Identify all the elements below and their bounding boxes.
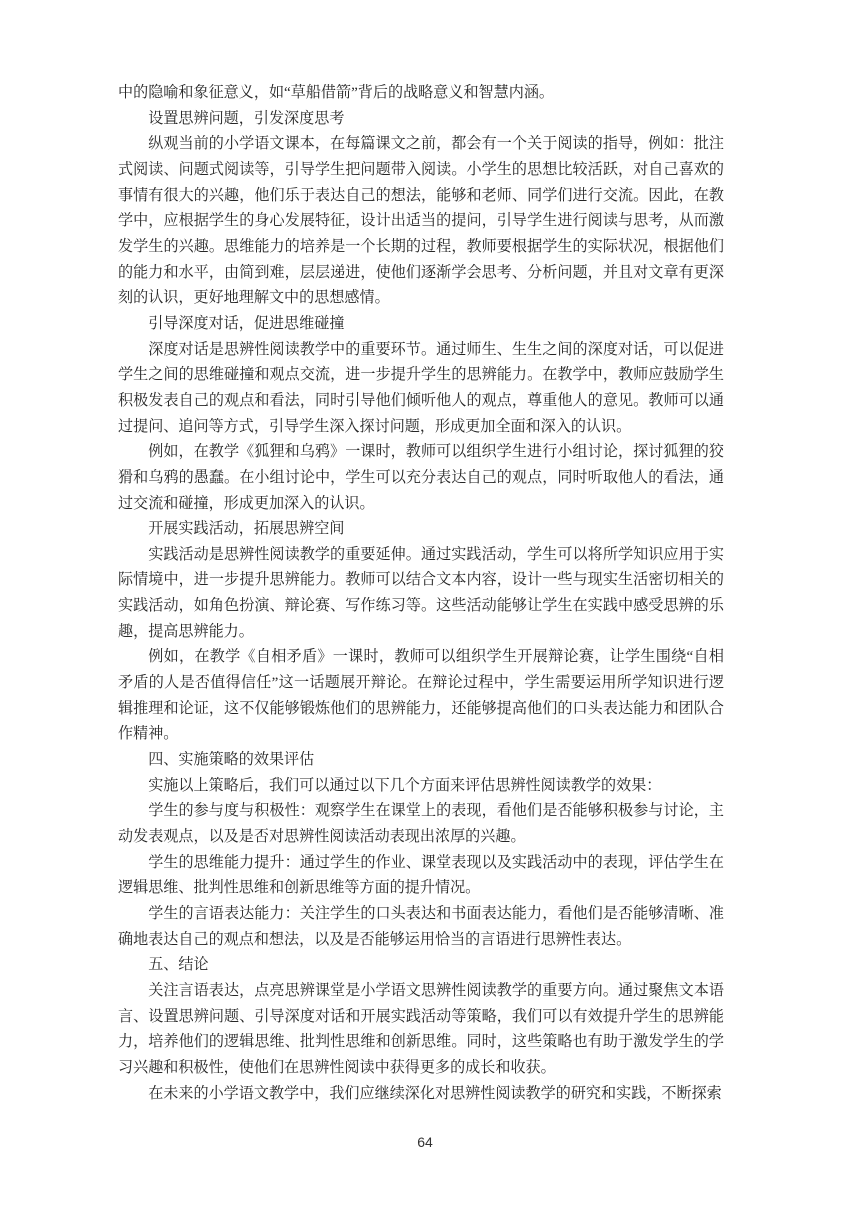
page-number: 64 <box>417 1134 433 1150</box>
paragraph-continuation: 中的隐喻和象征意义，如“草船借箭”背后的战略意义和智慧内涵。 <box>118 85 555 101</box>
paragraph: 实践活动是思辨性阅读教学的重要延伸。通过实践活动，学生可以将所学知识应用于实际情境中，进一步提升思辨能力。教师可以结合文本内容，设计一些与现实生活密切相关的实践活动，如角色扮演、辩论赛、写作练习等。这些活动能够让学生在实践中感受思辨的乐趣，提高思辨能力。 <box>118 546 724 640</box>
paragraph: 深度对话是思辨性阅读教学中的重要环节。通过师生、生生之间的深度对话，可以促进学生之间的思维碰撞和观点交流，进一步提升学生的思辨能力。在教学中，教师应鼓励学生积极发表自己的观点和看法，同时引导他们倾听他人的观点，尊重他人的意见。教师可以通过提问、追问等方式，引导学生深入探讨问题，形成更加全面和深入的认识。 <box>118 341 724 435</box>
paragraph: 例如，在教学《自相矛盾》一课时，教师可以组织学生开展辩论赛，让学生围绕“自相矛盾的人是否值得信任”这一话题展开辩论。在辩论过程中，学生需要运用所学知识进行逻辑推理和论证，这不仅能够锻炼他们的思辨能力，还能够提高他们的口头表达能力和团队合作精神。 <box>118 649 724 743</box>
paragraph: 学生的参与度与积极性：观察学生在课堂上的表现，看他们是否能够积极参与讨论，主动发表观点，以及是否对思辨性阅读活动表现出浓厚的兴趣。 <box>118 803 724 846</box>
paragraph-subheading: 设置思辨问题，引发深度思考 <box>148 110 345 127</box>
page-content <box>118 81 724 1107</box>
paragraph: 例如，在教学《狐狸和乌鸦》一课时，教师可以组织学生进行小组讨论，探讨狐狸的狡猾和乌鸦的愚蠢。在小组讨论中，学生可以充分表达自己的观点，同时听取他人的看法，通过交流和碰撞，形成更加深入的认识。 <box>118 444 724 512</box>
section-heading: 五、结论 <box>148 957 209 974</box>
section-heading: 四、实施策略的效果评估 <box>148 752 315 769</box>
paragraph: 纵观当前的小学语文课本，在每篇课文之前，都会有一个关于阅读的指导，例如：批注式阅读、问题式阅读等，引导学生把问题带入阅读。小学生的思想比较活跃，对自己喜欢的事情有很大的兴趣，他们乐于表达自己的想法，能够和老师、同学们进行交流。因此，在教学中，应根据学生的身心发展特征，设计出适当的提问，引导学生进行阅读与思考，从而激发学生的兴趣。思维能力的培养是一个长期的过程，教师要根据学生的实际状况，根据他们的能力和水平，由简到难，层层递进，使他们逐渐学会思考、分析问题，并且对文章有更深刻的认识，更好地理解文中的思想感情。 <box>118 136 724 307</box>
paragraph-subheading: 开展实践活动，拓展思辨空间 <box>148 521 345 538</box>
paragraph-subheading: 引导深度对话，促进思维碰撞 <box>148 315 345 332</box>
paragraph: 实施以上策略后，我们可以通过以下几个方面来评估思辨性阅读教学的效果： <box>148 777 662 794</box>
paragraph: 在未来的小学语文教学中，我们应继续深化对思辨性阅读教学的研究和实践，不断探索 <box>148 1085 722 1102</box>
paragraph: 学生的思维能力提升：通过学生的作业、课堂表现以及实践活动中的表现，评估学生在逻辑思维、批判性思维和创新思维等方面的提升情况。 <box>118 854 724 897</box>
paragraph: 学生的言语表达能力：关注学生的口头表达和书面表达能力，看他们是否能够清晰、准确地表达自己的观点和想法，以及是否能够运用恰当的言语进行思辨性表达。 <box>118 906 724 948</box>
paragraph: 关注言语表达，点亮思辨课堂是小学语文思辨性阅读教学的重要方向。通过聚焦文本语言、设置思辨问题、引导深度对话和开展实践活动等策略，我们可以有效提升学生的思辨能力，培养他们的逻辑思维、批判性思维和创新思维。同时，这些策略也有助于激发学生的学习兴趣和积极性，使他们在思辨性阅读中获得更多的成长和收获。 <box>118 982 724 1076</box>
